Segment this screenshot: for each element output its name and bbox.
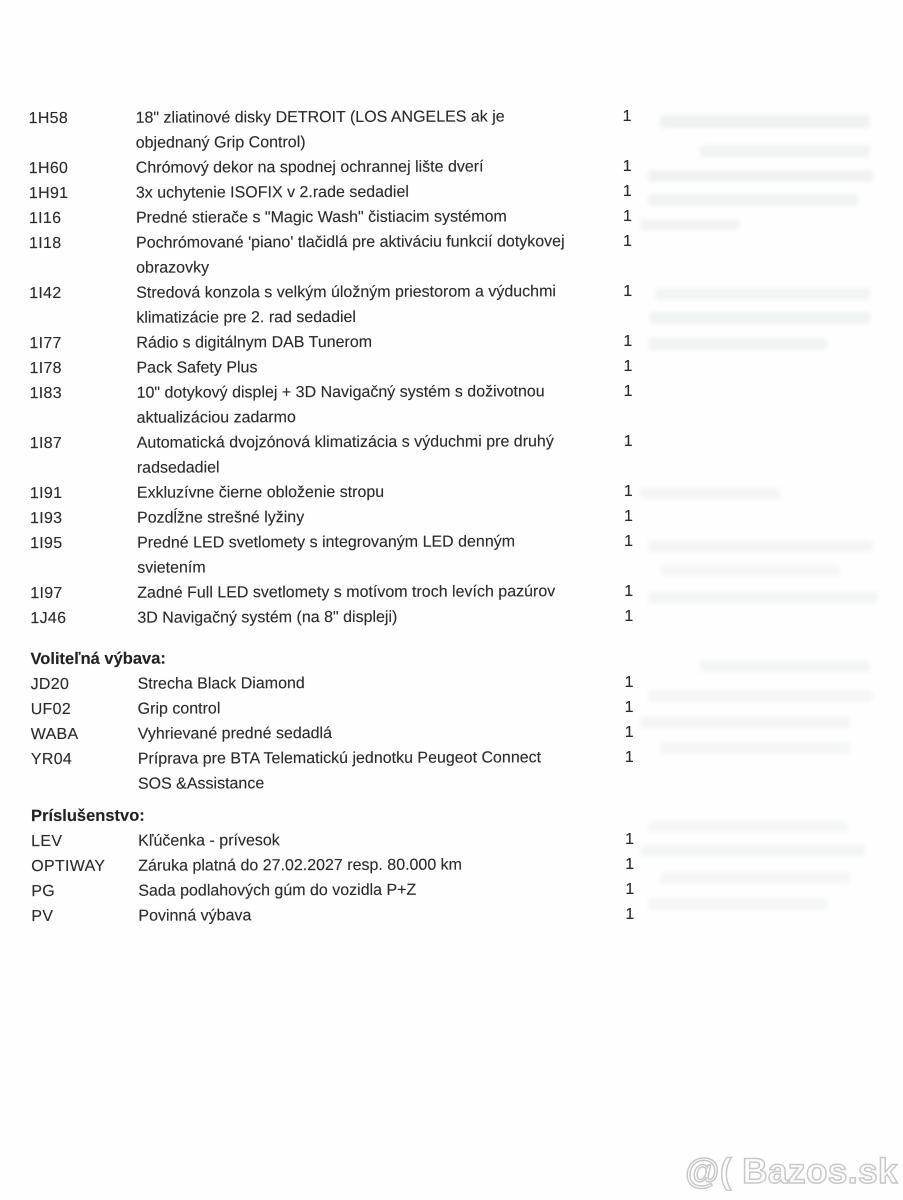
item-quantity: 1 [622,107,632,126]
equipment-row [31,902,651,929]
equipment-row [31,695,651,722]
equipment-row [31,827,651,854]
item-quantity: 1 [624,582,634,601]
item-description: Príprava pre BTA Telematickú jednotku Peugeot Connect SOS &Assistance [137,749,542,793]
item-code: PV [31,908,54,926]
section-header: Príslušenstvo: [31,806,145,826]
item-code: 1I97 [30,584,63,603]
item-description: Zadné Full LED svetlomety s motívom troch levích pazúrov [137,583,556,602]
equipment-row [30,479,650,506]
item-description: 18" zliatinové disky DETROIT (LOS ANGELES ak je objednaný Grip Control) [135,108,505,152]
equipment-row [30,504,650,531]
bleed-through-artifact [660,115,870,128]
item-quantity: 1 [624,607,634,626]
item-quantity: 1 [625,855,635,874]
item-description: Predné LED svetlomety s integrovaným LED denným svietením [137,533,516,577]
equipment-row [29,279,649,331]
bleed-through-artifact [640,845,865,857]
item-code: 1I87 [29,434,63,453]
item-description: Predné stierače s "Magic Wash" čistiacim systémom [135,208,507,227]
item-code: WABA [30,725,79,744]
bleed-through-artifact [700,660,870,672]
bleed-through-artifact [655,288,870,300]
item-code: OPTIWAY [31,857,106,876]
bleed-through-artifact [648,540,873,552]
item-code: 1H60 [28,159,69,178]
bleed-through-artifact [648,194,858,206]
item-description: Pozdĺžne strešné lyžiny [136,509,305,527]
item-code: 1I91 [29,484,63,503]
item-quantity: 1 [623,357,633,376]
equipment-row [30,429,650,481]
bleed-through-artifact [660,742,850,754]
item-description: 3D Navigačný systém (na 8" displeji) [137,608,398,627]
item-quantity: 1 [622,207,632,226]
item-description: Pochrómované 'piano' tlačidlá pre aktiváciu funkcií dotykovej obrazovky [136,233,565,277]
equipment-row [29,154,649,181]
bleed-through-artifact [700,145,870,157]
item-description: Exkluzívne čierne obloženie stropu [136,483,385,502]
item-quantity: 1 [623,232,632,251]
bleed-through-artifact [640,219,740,230]
bazos-watermark: @( Bazos.sk [685,1152,898,1191]
equipment-row [29,179,649,206]
item-code: 1I16 [28,209,62,228]
item-quantity: 1 [624,723,634,742]
item-quantity: 1 [623,507,633,526]
item-description: Povinná výbava [138,907,252,925]
bleed-through-artifact [648,898,828,910]
equipment-row [29,229,649,281]
equipment-row [30,604,650,631]
item-description: Grip control [137,700,221,718]
equipment-row [31,720,651,747]
item-code: 1I95 [30,534,63,553]
equipment-row [30,529,650,581]
equipment-row [30,379,650,431]
item-description: Vyhrievané predné sedadlá [137,725,333,743]
section-header: Voliteľná výbava: [30,649,166,669]
equipment-row [30,579,650,606]
item-quantity: 1 [622,182,632,201]
bleed-through-artifact [648,338,828,350]
item-description: Stredová konzola s velkým úložným priestorom a výduchmi klimatizácie pre 2. rad sedadiel [136,283,556,327]
equipment-row [31,670,651,697]
item-description: Záruka platná do 27.02.2027 resp. 80.000 km [138,856,463,875]
equipment-row [31,745,651,797]
item-code: JD20 [30,675,70,694]
bleed-through-artifact [648,820,848,832]
item-code: 1J46 [30,609,67,628]
item-code: LEV [31,832,63,851]
item-description: Rádio s digitálnym DAB Tunerom [136,333,373,352]
bleed-through-artifact [660,565,840,576]
item-quantity: 1 [623,482,633,501]
item-quantity: 1 [623,332,633,351]
item-description: Chrómový dekor na spodnej ochrannej lište dverí [135,158,484,177]
item-code: UF02 [30,700,72,719]
item-quantity: 1 [624,532,634,551]
bleed-through-artifact [648,592,878,604]
equipment-row [31,852,651,879]
item-description: Strecha Black Diamond [137,675,305,693]
item-description: 10" dotykový displej + 3D Navigačný systém s doživotnou aktualizáciou zadarmo [136,383,545,427]
item-quantity: 1 [625,830,635,849]
item-code: 1I83 [29,384,62,403]
item-code: 1H58 [28,109,69,128]
equipment-row [31,877,651,904]
bleed-through-artifact [650,312,870,324]
item-code: 1I78 [29,359,62,378]
item-description: Kľúčenka - prívesok [138,832,280,850]
item-description: Pack Safety Plus [136,359,258,377]
equipment-row [29,354,649,381]
bleed-through-artifact [640,716,850,728]
item-description: 3x uchytenie ISOFIX v 2.rade sedadiel [135,183,409,202]
item-code: 1I93 [29,509,63,528]
bleed-through-artifact [640,488,780,499]
item-quantity: 1 [624,698,634,717]
item-description: Automatická dvojzónová klimatizácia s výduchmi pre druhý radsedadiel [136,433,554,477]
bleed-through-artifact [660,872,850,884]
item-quantity: 1 [623,432,633,451]
item-quantity: 1 [622,157,632,176]
item-description: Sada podlahových gúm do vozidla P+Z [138,881,417,900]
item-quantity: 1 [624,673,634,692]
item-code: 1H91 [28,184,69,203]
item-quantity: 1 [625,880,635,899]
item-code: PG [31,882,56,901]
item-quantity: 1 [624,748,634,767]
equipment-row [29,104,649,156]
item-quantity: 1 [625,905,635,924]
equipment-row [29,204,649,231]
item-quantity: 1 [623,382,633,401]
item-code: YR04 [30,750,73,769]
item-quantity: 1 [623,282,633,301]
equipment-row [29,329,649,356]
equipment-list [29,104,652,929]
item-code: 1I18 [29,234,62,253]
item-code: 1I42 [29,284,62,303]
bleed-through-artifact [648,170,873,182]
bleed-through-artifact [648,690,873,702]
item-code: 1I77 [29,334,62,353]
